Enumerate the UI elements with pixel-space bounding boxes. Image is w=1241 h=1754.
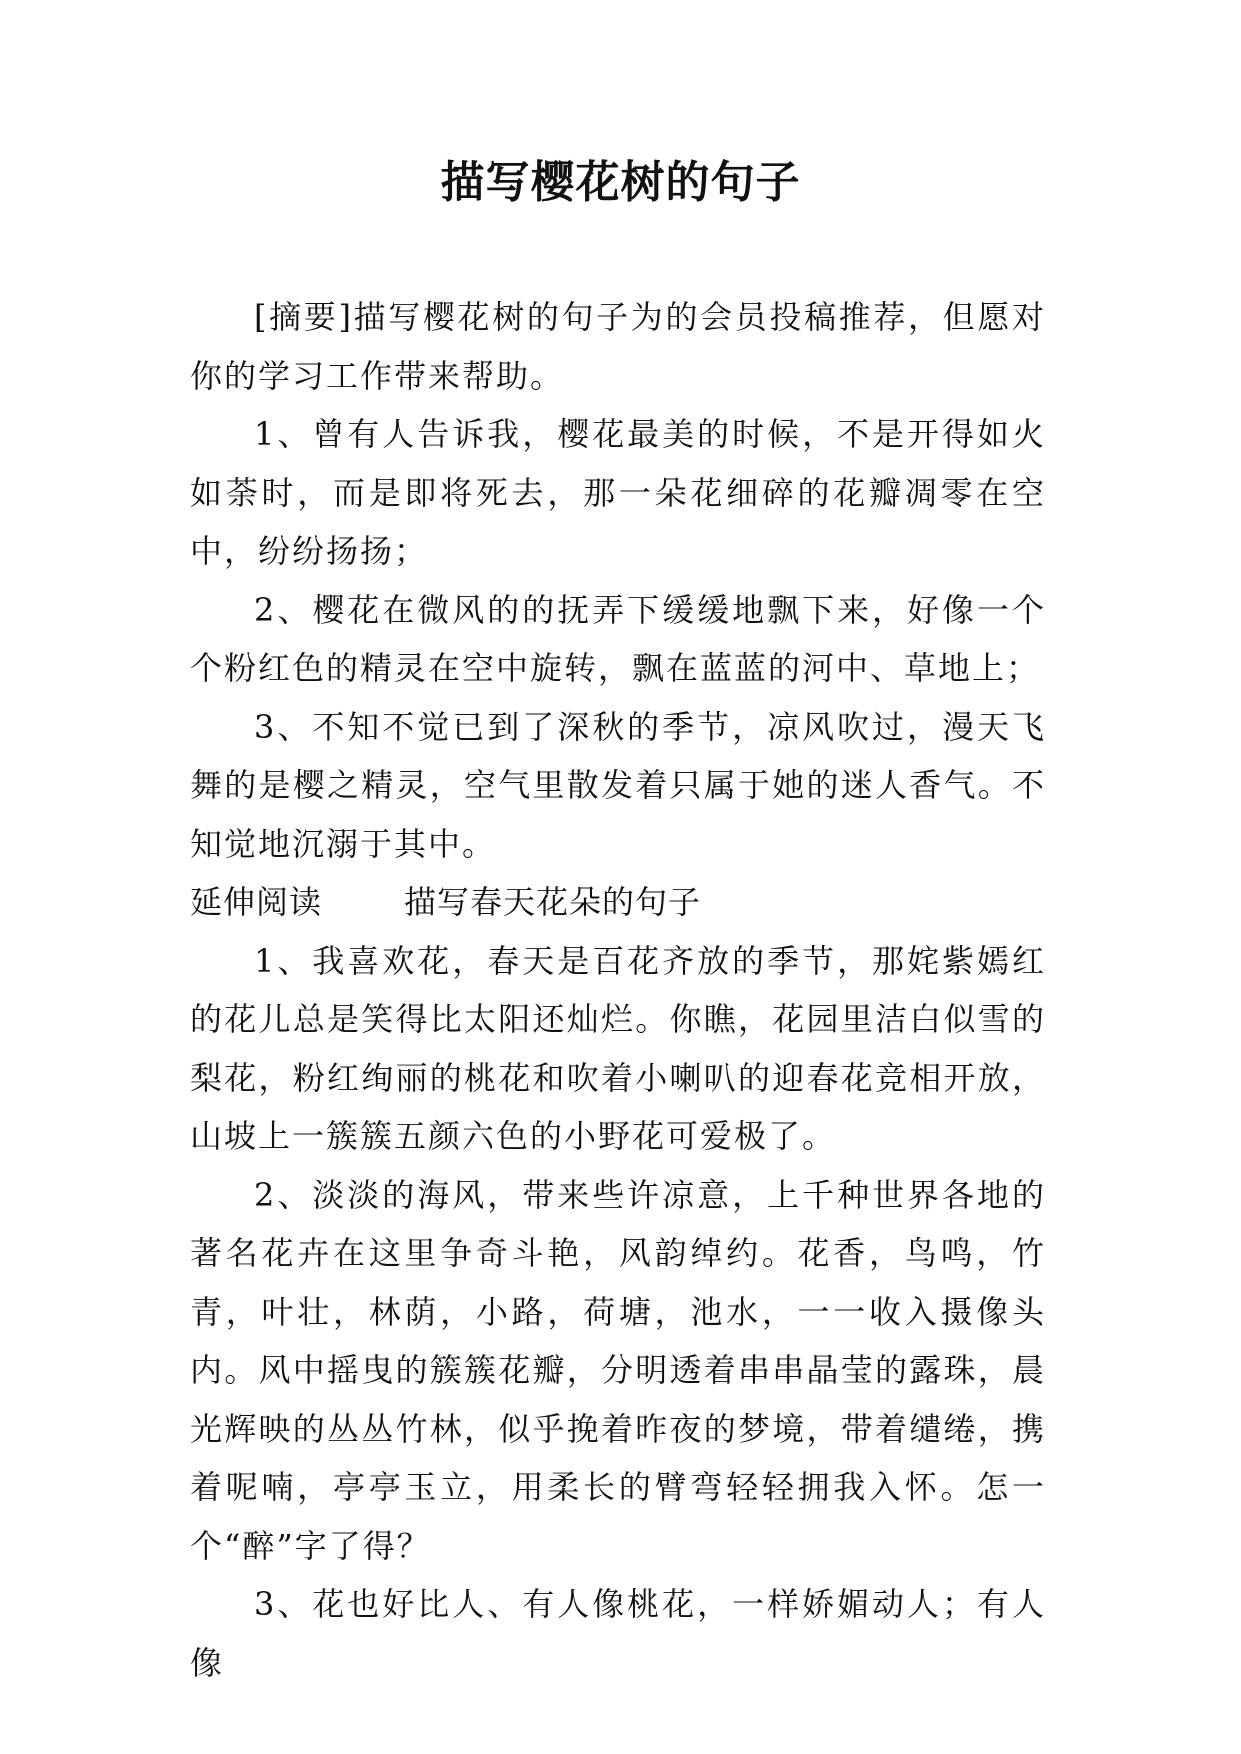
paragraph-3: 3、不知不觉已到了深秋的季节，凉风吹过，漫天飞舞的是樱之精灵，空气里散发着只属于她的迷人香气。不知觉地沉溺于其中。 xyxy=(190,707,1046,863)
extended-reading-label: 延伸阅读 xyxy=(190,883,323,921)
extended-reading-heading xyxy=(190,873,1046,932)
paragraph-2: 2、樱花在微风的的抚弄下缓缓地飘下来，好像一个个粉红色的精灵在空中旋转，飘在蓝蓝的河中、草地上； xyxy=(190,590,1046,687)
extended-paragraph-3: 3、花也好比人、有人像桃花，一样娇媚动人；有人像 xyxy=(190,1585,1046,1682)
document-body xyxy=(190,288,1046,1692)
extended-reading-title: 描写春天花朵的句子 xyxy=(404,883,702,921)
extended-paragraph-1: 1、我喜欢花，春天是百花齐放的季节，那姹紫嫣红的花儿总是笑得比太阳还灿烂。你瞧，花园里洁白似雪的梨花，粉红绚丽的桃花和吹着小喇叭的迎春花竞相开放，山坡上一簇簇五颜六色的小野花可爱极了。 xyxy=(190,941,1046,1155)
paragraph-1: 1、曾有人告诉我，樱花最美的时候，不是开得如火如荼时，而是即将死去，那一朵花细碎的花瓣凋零在空中，纷纷扬扬； xyxy=(190,415,1046,570)
abstract-paragraph: [摘要]描写樱花树的句子为的会员投稿推荐，但愿对你的学习工作带来帮助。 xyxy=(190,298,1046,395)
document-title: 描写樱花树的句子 xyxy=(440,157,801,208)
extended-paragraph-2: 2、淡淡的海风，带来些许凉意，上千种世界各地的著名花卉在这里争奇斗艳，风韵绰约。花香，鸟鸣，竹青，叶壮，林荫，小路，荷塘，池水，一一收入摄像头内。风中摇曳的簇簇花瓣，分明透着串串晶莹的露珠，晨光辉映的丛丛竹林，似乎挽着昨夜的梦境，带着缱绻，携着呢喃，亭亭玉立，用柔长的臂弯轻轻拥我入怀。怎一个“醉”字了得？ xyxy=(190,1175,1046,1565)
